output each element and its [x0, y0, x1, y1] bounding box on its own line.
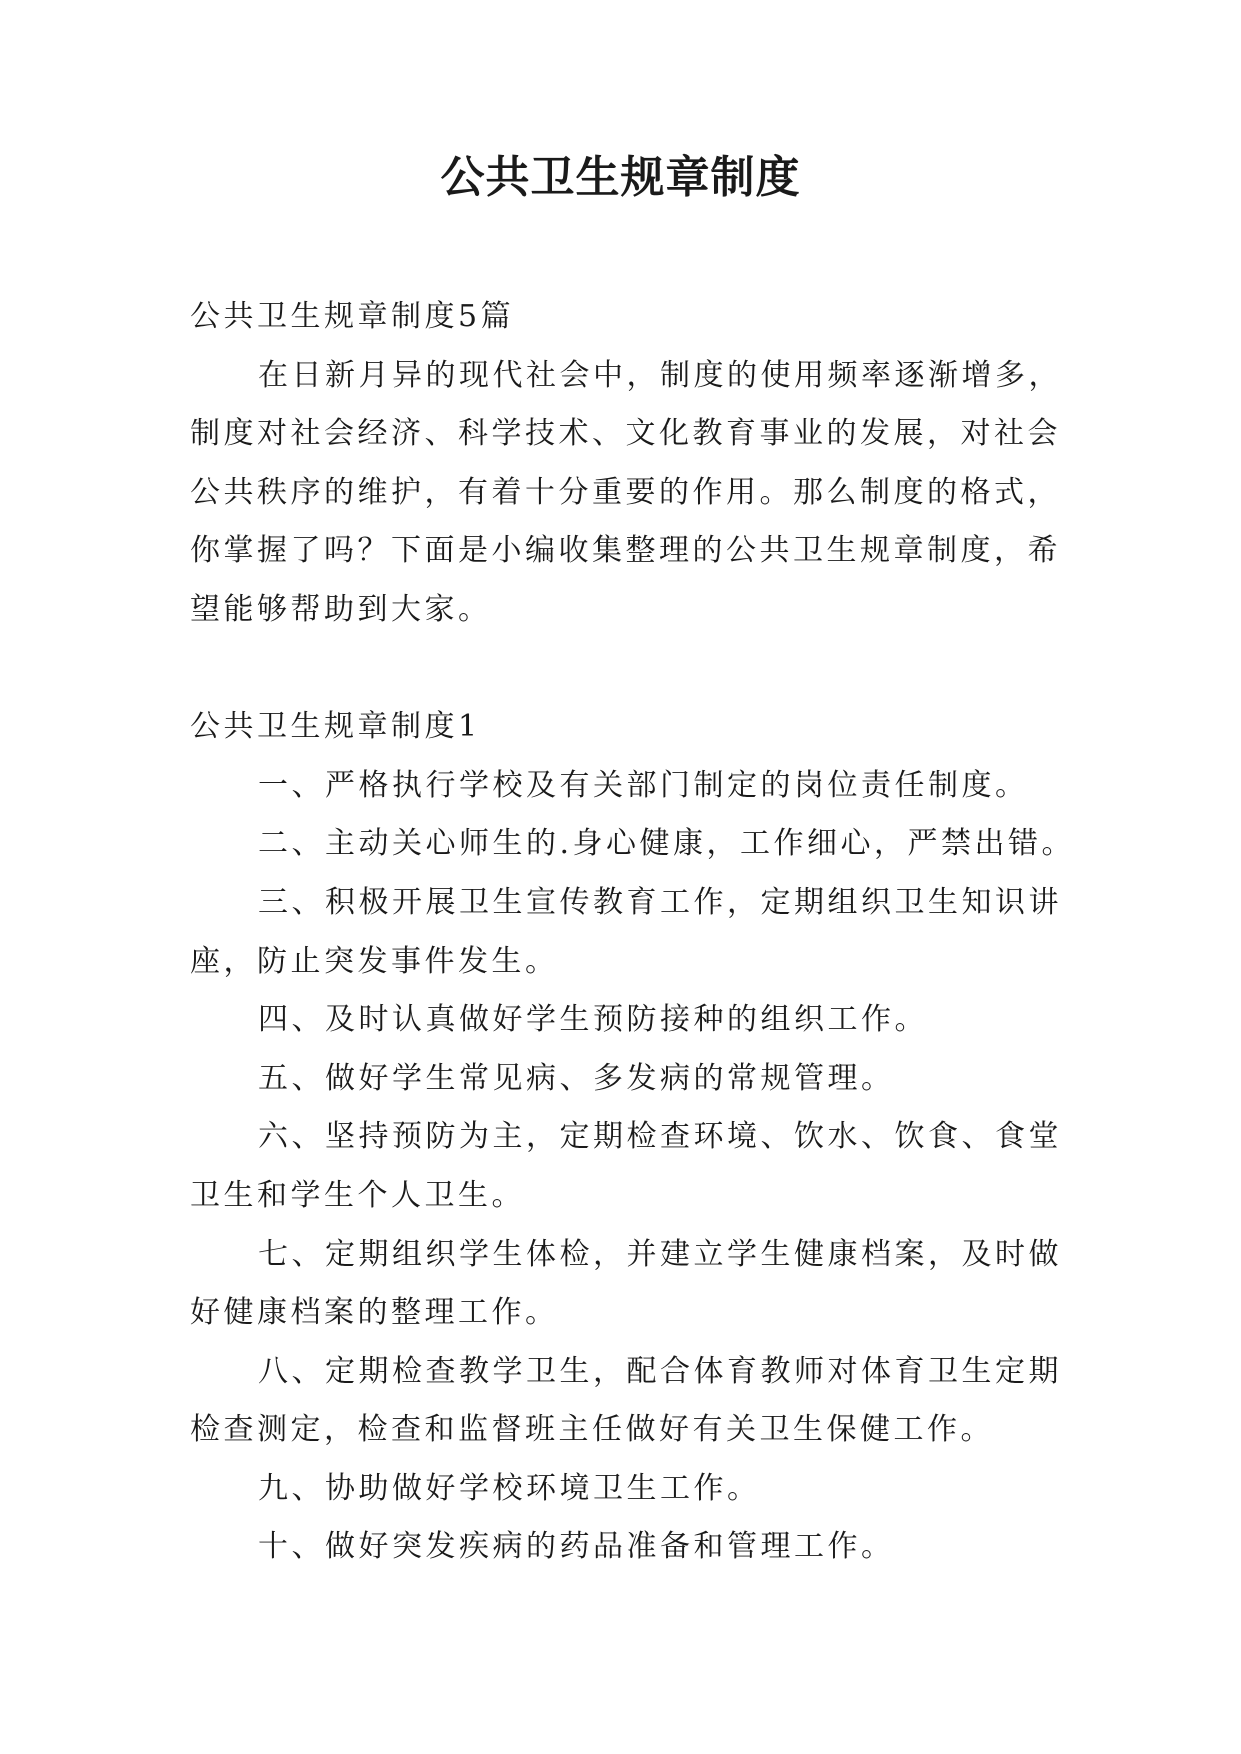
- rule-item-5: 五、做好学生常见病、多发病的常规管理。: [258, 1060, 895, 1096]
- rule-item-3: 三、积极开展卫生宣传教育工作，定期组织卫生知识讲: [258, 884, 1062, 920]
- intro-line: 在日新月异的现代社会中，制度的使用频率逐渐增多，: [258, 357, 1062, 393]
- document-subtitle: 公共卫生规章制度5篇: [190, 299, 515, 334]
- rule-item-1: 一、严格执行学校及有关部门制定的岗位责任制度。: [258, 767, 1029, 803]
- rule-item-7: 七、定期组织学生体检，并建立学生健康档案，及时做: [258, 1236, 1062, 1272]
- document-body: [190, 288, 1076, 1577]
- rule-item-8: 八、定期检查教学卫生，配合体育教师对体育卫生定期: [258, 1353, 1062, 1389]
- intro-line: 公共秩序的维护，有着十分重要的作用。那么制度的格式，: [190, 474, 1061, 510]
- rule-item-10: 十、做好突发疾病的药品准备和管理工作。: [258, 1529, 895, 1565]
- section-heading: 公共卫生规章制度1: [190, 709, 481, 745]
- rule-item-8-continued: 检查测定，检查和监督班主任做好有关卫生保健工作。: [190, 1412, 994, 1448]
- rule-item-6-continued: 卫生和学生个人卫生。: [190, 1177, 525, 1213]
- rule-item-7-continued: 好健康档案的整理工作。: [190, 1295, 559, 1331]
- paragraph-spacer: [190, 640, 1070, 699]
- rule-item-9: 九、协助做好学校环境卫生工作。: [258, 1470, 761, 1506]
- intro-line: 制度对社会经济、科学技术、文化教育事业的发展，对社会: [190, 416, 1061, 452]
- intro-line: 望能够帮助到大家。: [190, 591, 492, 627]
- rule-item-4: 四、及时认真做好学生预防接种的组织工作。: [258, 1002, 928, 1038]
- rule-item-3-continued: 座，防止突发事件发生。: [190, 943, 559, 979]
- rule-item-6: 六、坚持预防为主，定期检查环境、饮水、饮食、食堂: [258, 1119, 1062, 1155]
- document-title: 公共卫生规章制度: [440, 152, 801, 203]
- rule-item-2: 二、主动关心师生的.身心健康，工作细心，严禁出错。: [258, 826, 1076, 862]
- intro-line: 你掌握了吗？下面是小编收集整理的公共卫生规章制度，希: [190, 533, 1061, 569]
